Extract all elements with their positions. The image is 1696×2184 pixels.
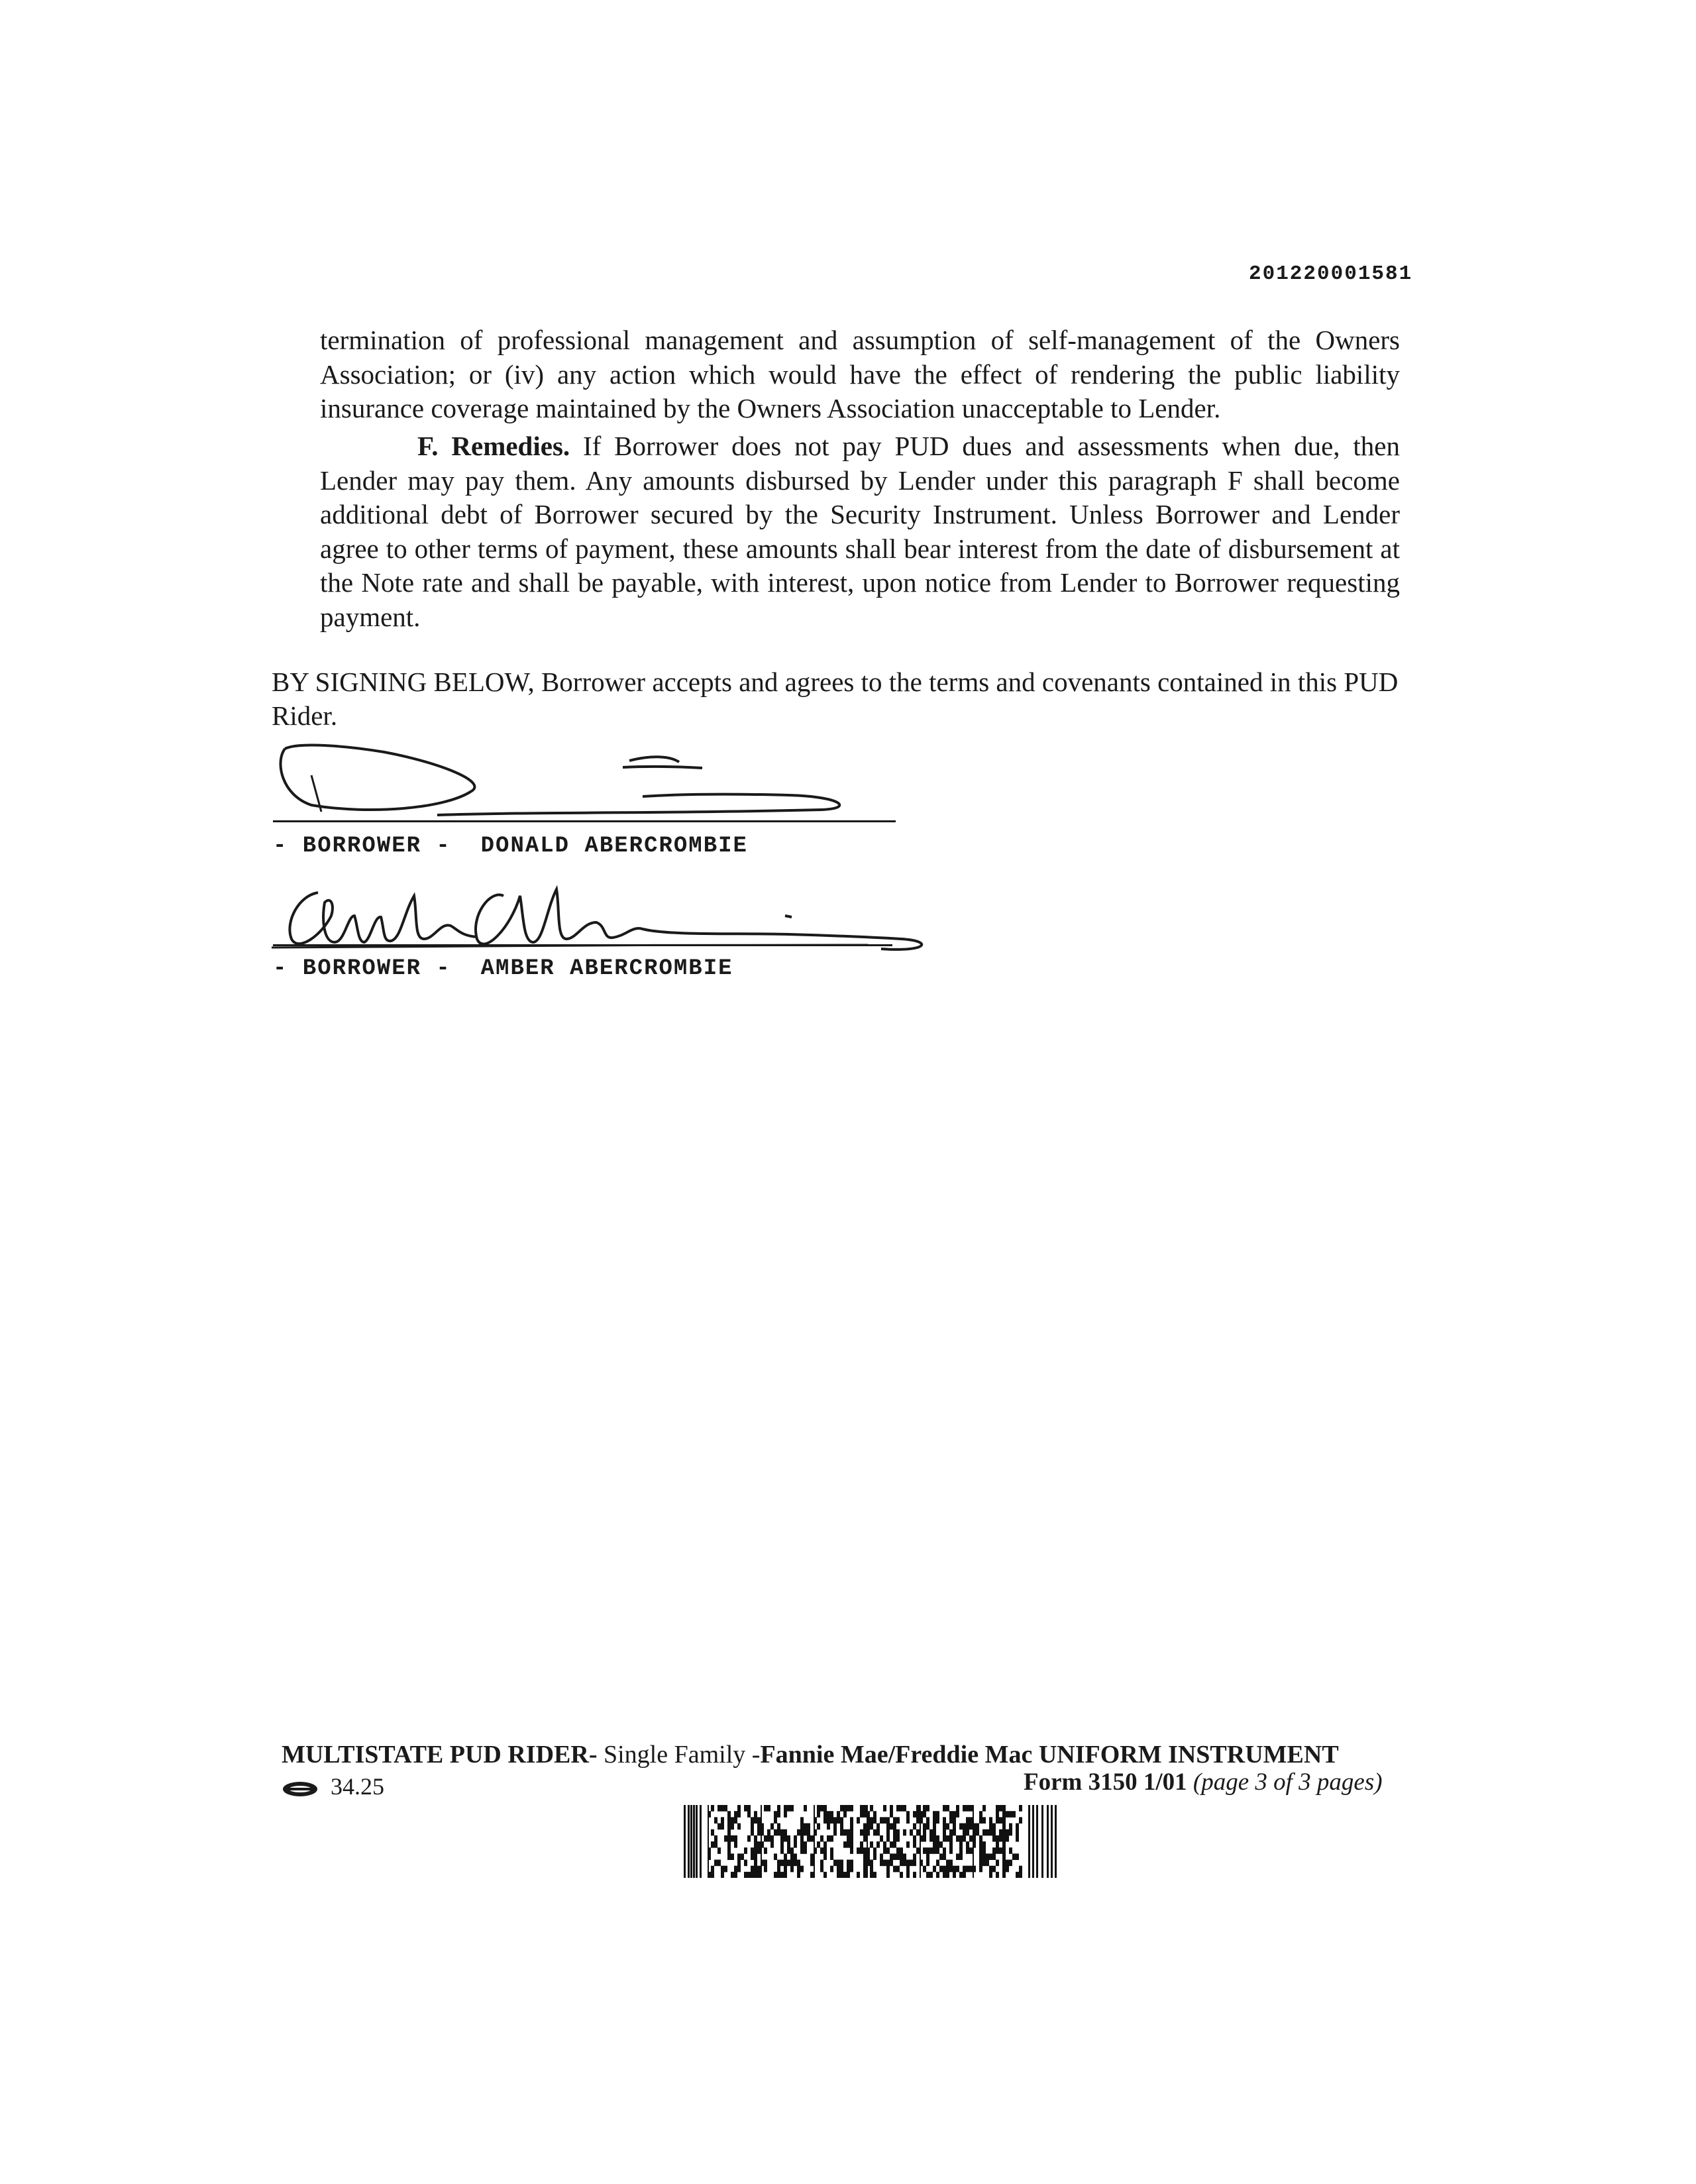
signature-line <box>273 820 896 822</box>
form-code-value: 34.25 <box>331 1773 384 1800</box>
publisher-logo-icon <box>282 1780 319 1798</box>
remedies-paragraph <box>320 429 1400 634</box>
form-number-value: Form 3150 1/01 <box>1024 1769 1187 1796</box>
paragraph-continuation: termination of professional management and assumption of self-management of the Owners Association; or (iv) any action which would have the effect of rendering the public liability insurance coverage maintained by the Owners Association unacceptable to Lender. <box>320 325 1400 423</box>
form-number <box>1024 1768 1383 1796</box>
form-title <box>282 1740 1339 1769</box>
borrower-label-amber: - BORROWER - AMBER ABERCROMBIE <box>273 956 733 981</box>
remedies-text: If Borrower does not pay PUD dues and assessments when due, then Lender may pay them. Any amounts disbursed by Lender under this paragraph F shall become additional debt of Borrower secured by the Security Instrument. Unless Borrower and Lender agree to other terms of payment, these amounts shall bear interest from the date of disbursement at the Note rate and shall be payable, with interest, upon notice from Lender to Borrower requesting payment. <box>320 431 1400 632</box>
signature-amber <box>272 876 947 962</box>
signing-statement: BY SIGNING BELOW, Borrower accepts and agrees to the terms and covenants contained in this PUD Rider. <box>272 667 1399 731</box>
barcode-image <box>684 1805 1058 1878</box>
signature-donald <box>272 736 868 828</box>
borrower-label-donald: - BORROWER - DONALD ABERCROMBIE <box>273 834 748 859</box>
form-title-regular: Single Family - <box>597 1741 761 1769</box>
form-title-bold-2: Fannie Mae/Freddie Mac UNIFORM INSTRUMENT <box>760 1741 1339 1769</box>
form-title-bold: MULTISTATE PUD RIDER- <box>282 1741 598 1769</box>
form-code <box>282 1773 384 1800</box>
signature-line <box>273 944 892 946</box>
remedies-heading: F. Remedies. <box>417 431 570 461</box>
page-info: (page 3 of 3 pages) <box>1192 1769 1383 1796</box>
document-number: 201220001581 <box>1249 262 1413 286</box>
